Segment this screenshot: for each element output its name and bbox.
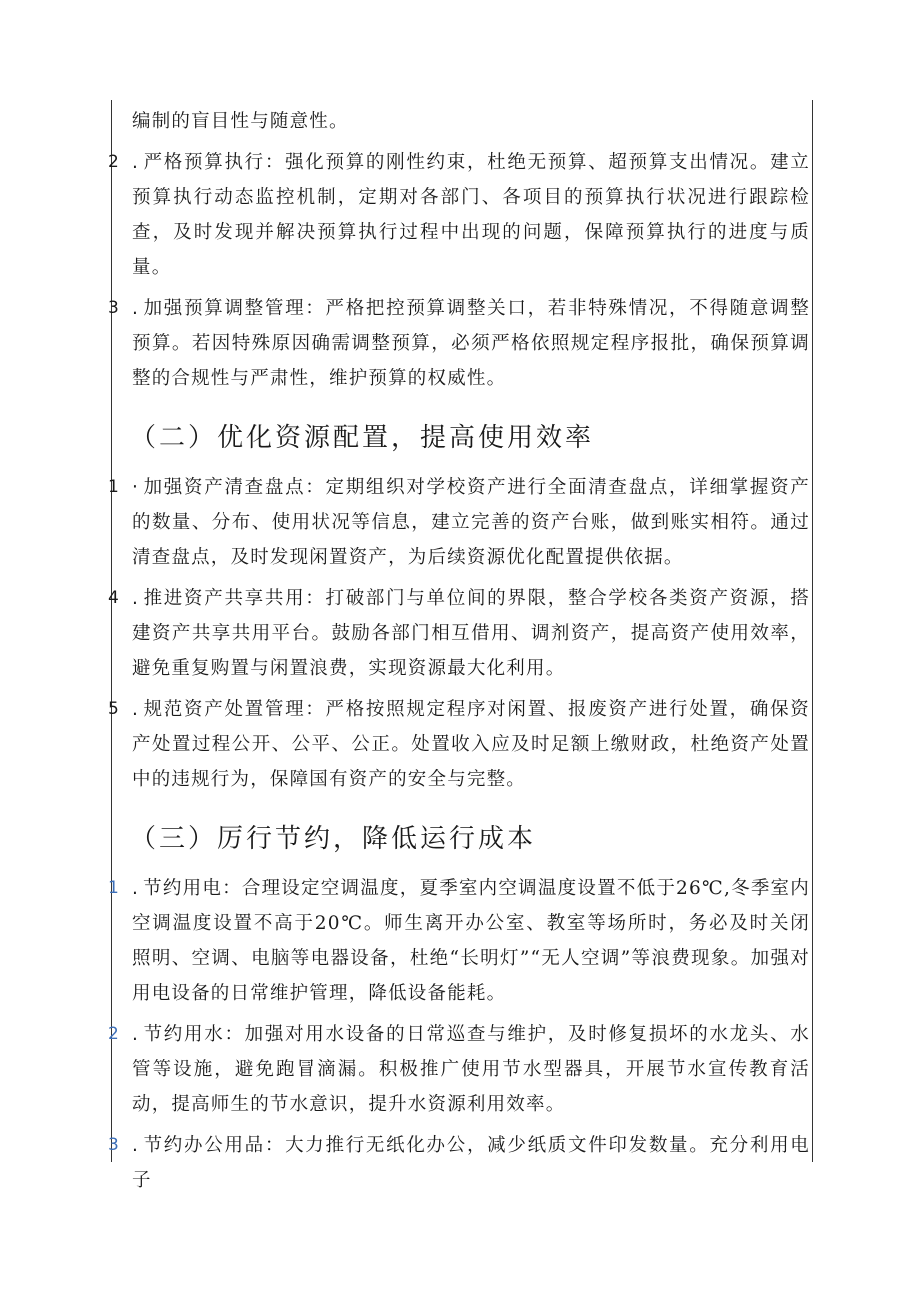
item-text: 推进资产共享共用：打破部门与单位间的界限，整合学校各类资产资源，搭建资产共享共用平台。鼓励各部门相互借用、调剂资产，提高资产使用效率，避免重复购置与闲置浪费，实现资源最大化利用。 (132, 588, 810, 679)
item-number: 1 (108, 477, 121, 497)
item-text: 节约用电：合理设定空调温度，夏季室内空调温度设置不低于26℃,冬季室内空调温度设置不高于20℃。师生离开办公室、教室等场所时，务必及时关闭照明、空调、电脑等电器设备，杜绝“长明灯”“无人空调”等浪费现象。加强对用电设备的日常维护管理，降低设备能耗。 (132, 878, 810, 1004)
item-marker: . (132, 878, 140, 899)
item-marker: . (132, 1024, 140, 1045)
continuation-paragraph (108, 104, 810, 139)
item-text: 规范资产处置管理：严格按照规定程序对闲置、报废资产进行处置，确保资产处置过程公开、公平、公正。处置收入应及时足额上缴财政，杜绝资产处置中的违规行为，保障国有资产的安全与完整。 (132, 699, 810, 790)
item-marker: . (132, 588, 140, 609)
item-number: 2 (108, 1024, 121, 1044)
list-item (108, 581, 810, 686)
list-item (108, 692, 810, 797)
item-text: 节约办公用品：大力推行无纸化办公，减少纸质文件印发数量。充分利用电子 (132, 1135, 810, 1191)
item-number: 3 (108, 1135, 121, 1155)
item-marker: . (132, 1135, 140, 1156)
item-number: 2 (108, 152, 121, 172)
item-marker: . (132, 699, 140, 720)
item-number: 3 (108, 298, 121, 318)
item-text: 加强预算调整管理：严格把控预算调整关口，若非特殊情况，不得随意调整预算。若因特殊原因确需调整预算，必须严格依照规定程序报批，确保预算调整的合规性与严肃性，维护预算的权威性。 (132, 298, 810, 389)
item-number: 5 (108, 699, 121, 719)
section-heading: （三）厉行节约，降低运行成本 (130, 824, 537, 854)
list-item (108, 291, 810, 396)
item-marker: · (132, 477, 140, 498)
continuation-text: 编制的盲目性与随意性。 (132, 111, 349, 132)
item-marker: . (132, 152, 140, 173)
item-number: 4 (108, 588, 121, 608)
list-item (108, 1017, 810, 1122)
item-marker: . (132, 298, 140, 319)
section-heading: （二）优化资源配置，提高使用效率 (130, 423, 595, 453)
item-text: 节约用水：加强对用水设备的日常巡查与维护，及时修复损坏的水龙头、水管等设施，避免跑冒滴漏。积极推广使用节水型器具，开展节水宣传教育活动，提高师生的节水意识，提升水资源利用效率。 (132, 1024, 810, 1115)
item-number: 1 (108, 878, 121, 898)
document-body (108, 104, 810, 1198)
item-text: 严格预算执行：强化预算的刚性约束，杜绝无预算、超预算支出情况。建立预算执行动态监控机制，定期对各部门、各项目的预算执行状况进行跟踪检查，及时发现并解决预算执行过程中出现的问题，保障预算执行的进度与质量。 (132, 152, 810, 278)
list-item (108, 1128, 810, 1198)
list-item (108, 470, 810, 575)
list-item (108, 871, 810, 1011)
list-item (108, 145, 810, 285)
item-text: 加强资产清查盘点：定期组织对学校资产进行全面清查盘点，详细掌握资产的数量、分布、使用状况等信息，建立完善的资产台账，做到账实相符。通过清查盘点，及时发现闲置资产，为后续资源优化配置提供依据。 (132, 477, 810, 568)
